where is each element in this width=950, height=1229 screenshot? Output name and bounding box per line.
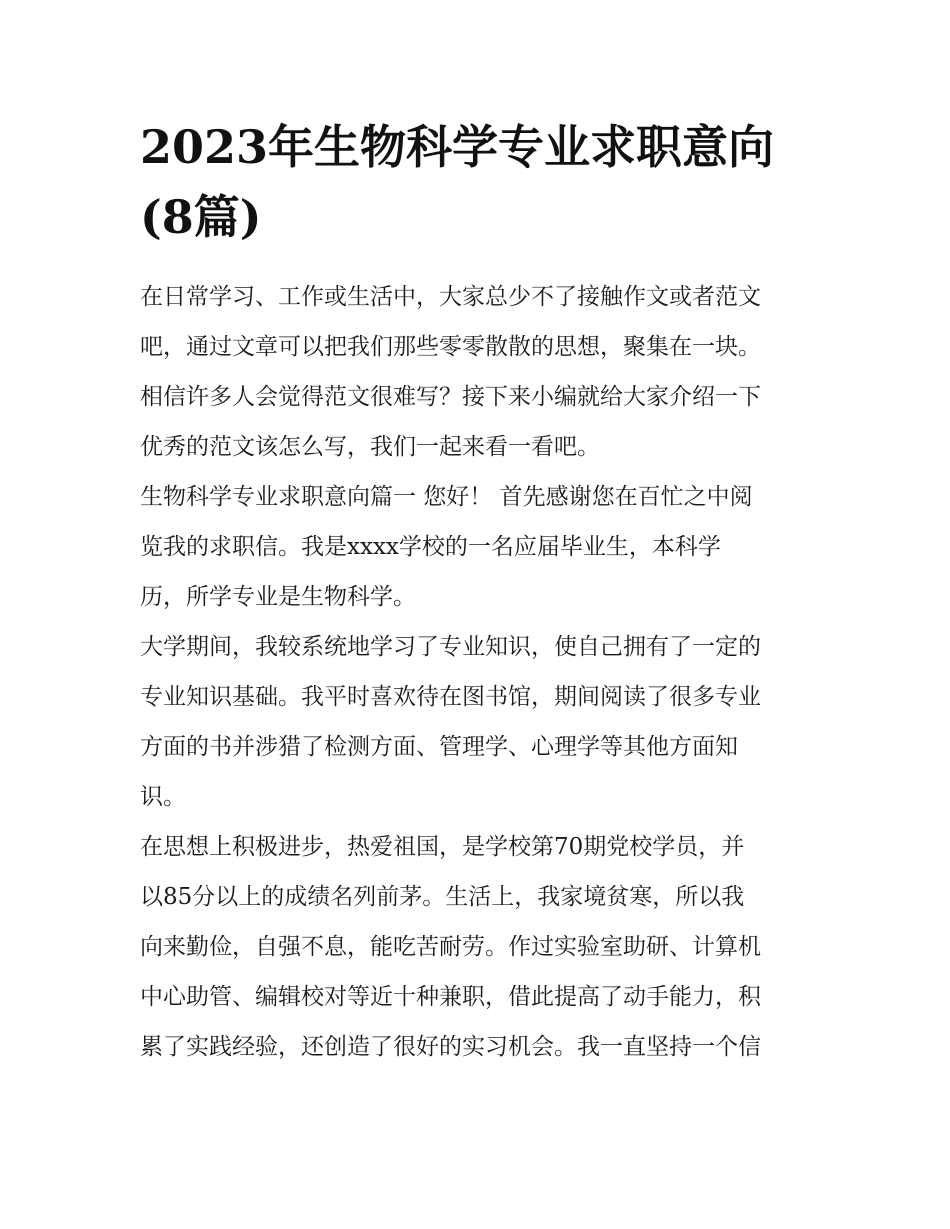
text-line: 向来勤俭，自强不息，能吃苦耐劳。作过实验室助研、计算机 bbox=[140, 934, 761, 960]
text-line: 累了实践经验，还创造了很好的实习机会。我一直坚持一个信 bbox=[140, 1034, 761, 1060]
paragraph-experience bbox=[140, 822, 820, 1072]
text-line: 在思想上积极进步，热爱祖国，是学校第70期党校学员，并 bbox=[140, 834, 745, 860]
paragraph-greeting bbox=[140, 472, 820, 622]
text-line: 吧，通过文章可以把我们那些零零散散的思想，聚集在一块。 bbox=[140, 334, 761, 360]
text-line: 以85分以上的成绩名列前茅。生活上，我家境贫寒，所以我 bbox=[140, 884, 745, 910]
text-line: 在日常学习、工作或生活中，大家总少不了接触作文或者范文 bbox=[140, 284, 761, 310]
text-line: 识。 bbox=[140, 784, 186, 810]
text-line: 相信许多人会觉得范文很难写？接下来小编就给大家介绍一下 bbox=[140, 384, 761, 410]
title-line: 2023年生物科学专业求职意向 bbox=[140, 120, 775, 174]
title-line: (8篇) bbox=[140, 190, 262, 244]
text-line: 优秀的范文该怎么写，我们一起来看一看吧。 bbox=[140, 434, 600, 460]
text-line: 览我的求职信。我是xxxx学校的一名应届毕业生，本科学 bbox=[140, 534, 721, 560]
document-title bbox=[140, 112, 820, 252]
text-line: 历，所学专业是生物科学。 bbox=[140, 584, 416, 610]
document-page bbox=[140, 112, 820, 1072]
text-line: 大学期间，我较系统地学习了专业知识，使自己拥有了一定的 bbox=[140, 634, 761, 660]
text-line: 方面的书并涉猎了检测方面、管理学、心理学等其他方面知 bbox=[140, 734, 738, 760]
paragraph-intro bbox=[140, 272, 820, 472]
paragraph-study bbox=[140, 622, 820, 822]
text-line: 生物科学专业求职意向篇一 您好！ 首先感谢您在百忙之中阅 bbox=[140, 484, 753, 510]
text-line: 中心助管、编辑校对等近十种兼职，借此提高了动手能力，积 bbox=[140, 984, 761, 1010]
text-line: 专业知识基础。我平时喜欢待在图书馆，期间阅读了很多专业 bbox=[140, 684, 761, 710]
document-body bbox=[140, 272, 820, 1072]
